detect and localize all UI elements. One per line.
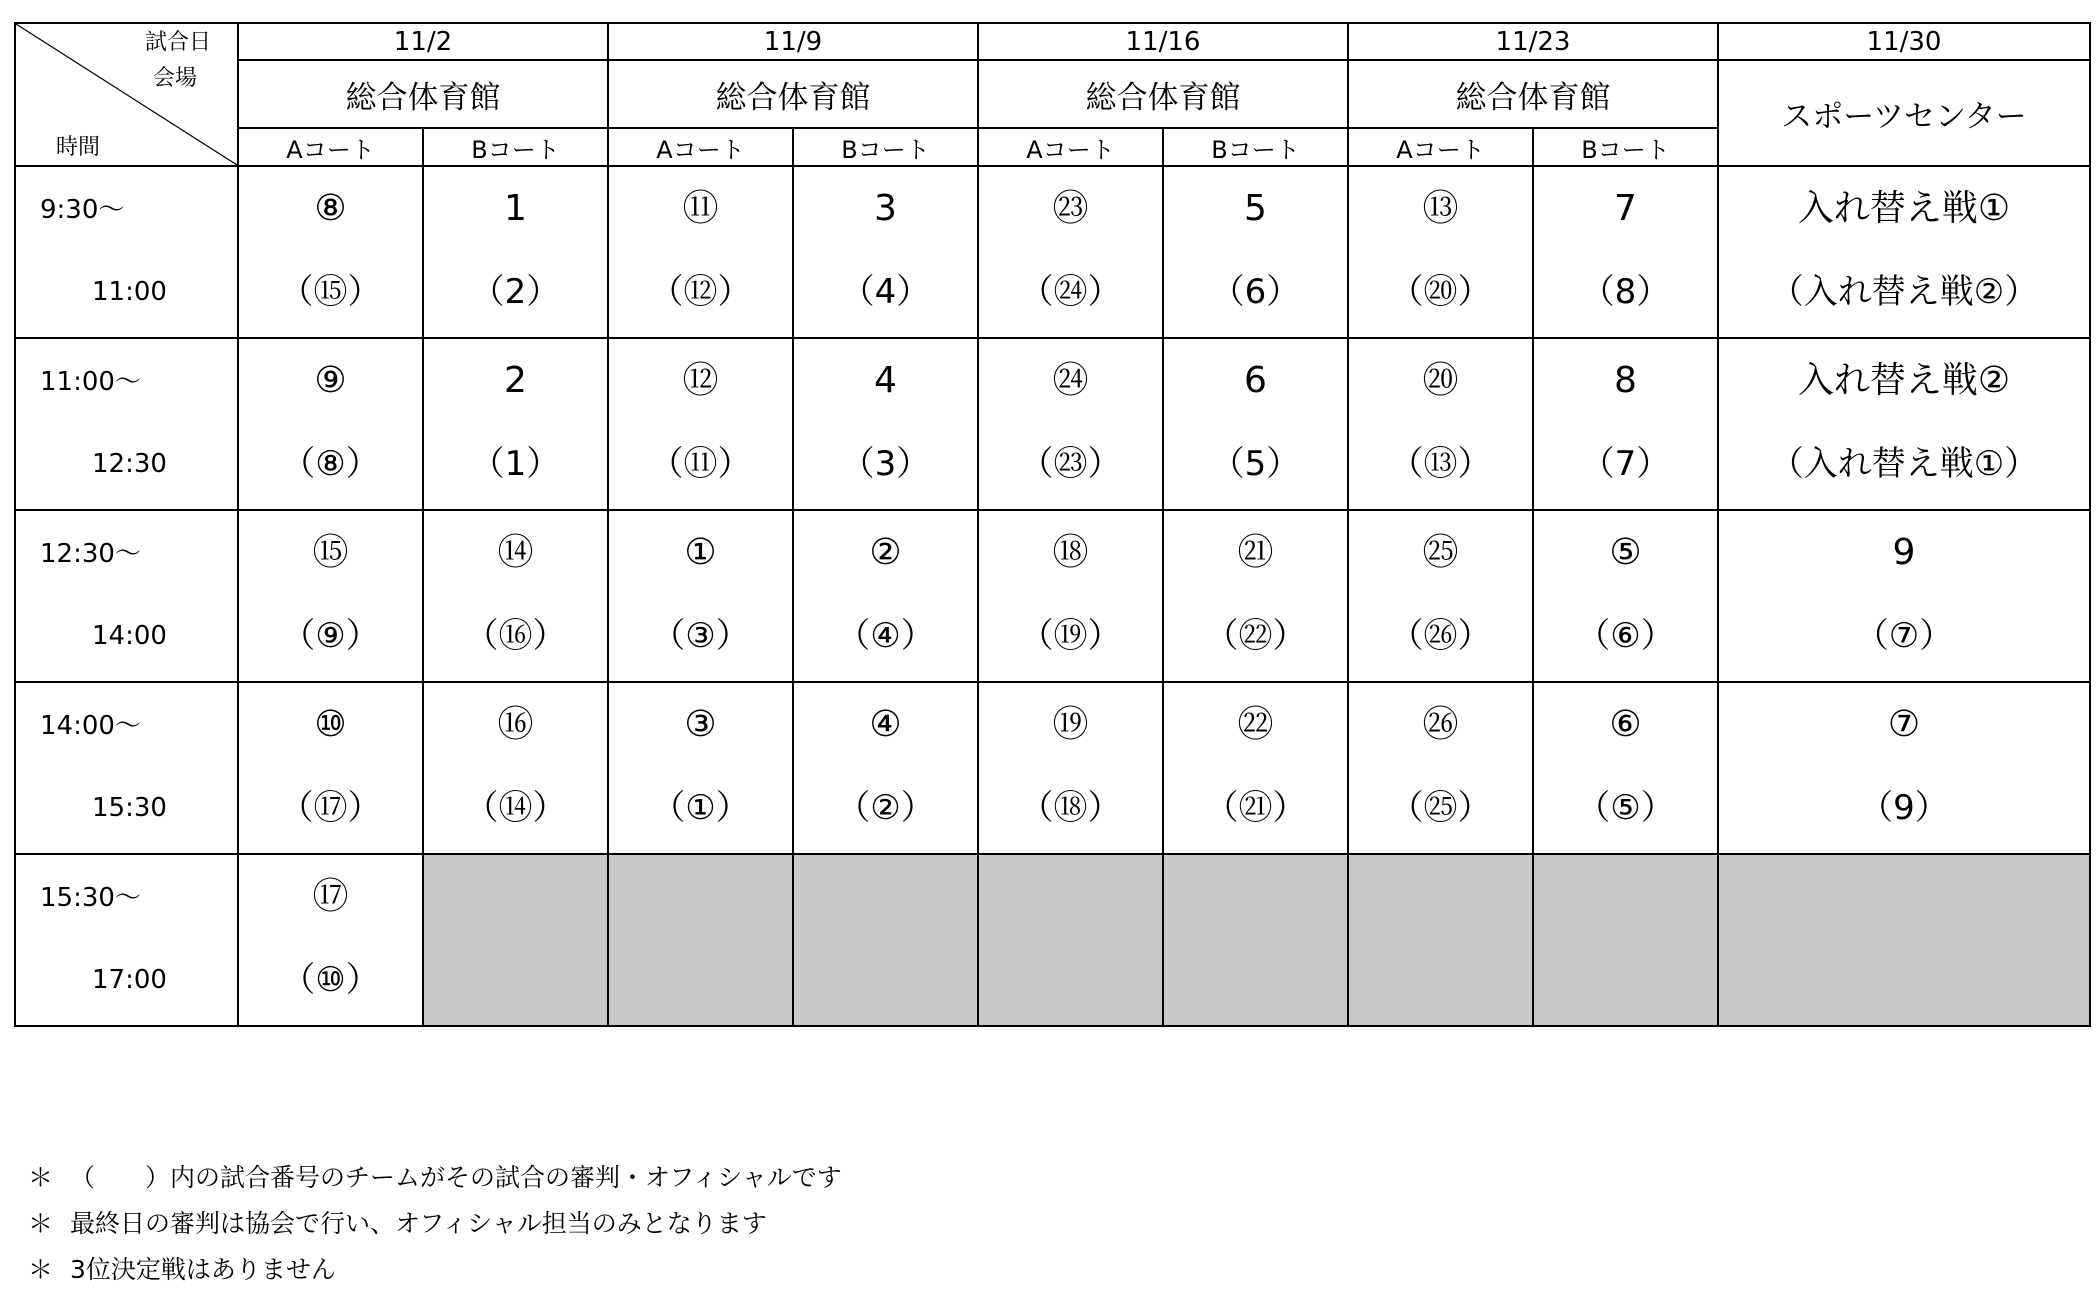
match-number: 4 <box>874 360 897 401</box>
match-cell <box>608 510 793 682</box>
corner-time-label: 時間 <box>56 135 101 160</box>
empty-cell <box>423 854 608 1026</box>
referee-team: （6） <box>1210 272 1301 312</box>
referee-team: （㉒） <box>1204 616 1307 656</box>
date-header: 11/23 <box>1348 23 1718 60</box>
referee-team: （⑬） <box>1389 444 1492 484</box>
match-cell <box>978 682 1163 854</box>
empty-cell <box>1348 854 1533 1026</box>
referee-team: （④） <box>836 616 935 656</box>
time-start: 9:30〜 <box>40 195 125 225</box>
court-header: Aコート <box>978 128 1163 166</box>
match-cell <box>793 166 978 338</box>
asterisk-mark: ＊ <box>28 1163 54 1192</box>
time-end: 12:30 <box>92 449 167 479</box>
match-cell <box>238 854 423 1026</box>
venue-header-row <box>15 60 2090 128</box>
referee-team: （入れ替え戦①） <box>1769 444 2039 484</box>
match-number: ① <box>684 532 717 573</box>
time-cell <box>15 166 238 338</box>
time-start: 11:00〜 <box>40 367 141 397</box>
match-cell <box>423 166 608 338</box>
venue-header: 総合体育館 <box>608 60 978 128</box>
asterisk-mark: ＊ <box>28 1209 54 1238</box>
referee-team: （4） <box>840 272 931 312</box>
match-number: ⑫ <box>682 360 719 401</box>
time-cell <box>15 682 238 854</box>
referee-team: （⑱） <box>1019 788 1122 828</box>
date-header: 11/9 <box>608 23 978 60</box>
venue-header: 総合体育館 <box>978 60 1348 128</box>
time-cell <box>15 854 238 1026</box>
venue-header: 総合体育館 <box>1348 60 1718 128</box>
date-header: 11/2 <box>238 23 608 60</box>
schedule-table <box>14 22 2091 1027</box>
date-header: 11/16 <box>978 23 1348 60</box>
match-cell <box>238 166 423 338</box>
match-cell <box>1348 682 1533 854</box>
referee-team: （⑭） <box>464 788 567 828</box>
match-number: ③ <box>684 704 717 745</box>
referee-team: （⑪） <box>649 444 752 484</box>
time-slot-row <box>15 510 2090 682</box>
referee-team: （㉕） <box>1389 788 1492 828</box>
time-start: 14:00〜 <box>40 711 141 741</box>
match-number: ⑯ <box>497 704 534 745</box>
match-number: ⑮ <box>312 532 349 573</box>
court-header: Aコート <box>238 128 423 166</box>
referee-team: （⑯） <box>464 616 567 656</box>
referee-team: （㉑） <box>1204 788 1307 828</box>
time-slot-row <box>15 166 2090 338</box>
match-number: 7 <box>1614 188 1637 229</box>
match-cell <box>238 338 423 510</box>
time-end: 11:00 <box>92 277 167 307</box>
match-number: ⑬ <box>1422 188 1459 229</box>
match-cell <box>1533 682 1718 854</box>
note-line <box>28 1247 842 1293</box>
court-header: Bコート <box>423 128 608 166</box>
match-number: ⑤ <box>1609 532 1642 573</box>
match-cell <box>978 166 1163 338</box>
corner-header-cell <box>15 23 238 166</box>
match-cell <box>793 510 978 682</box>
match-number: ④ <box>869 704 902 745</box>
match-cell <box>793 682 978 854</box>
referee-team: （⑮） <box>279 272 382 312</box>
empty-cell <box>1163 854 1348 1026</box>
match-cell <box>1163 510 1348 682</box>
match-number: ⑪ <box>682 188 719 229</box>
match-number: 3 <box>874 188 897 229</box>
match-number: ⑲ <box>1052 704 1089 745</box>
note-line <box>28 1155 842 1201</box>
referee-team: （⑲） <box>1019 616 1122 656</box>
match-number: ⑧ <box>314 188 347 229</box>
match-cell <box>238 510 423 682</box>
match-number: ⑳ <box>1422 360 1459 401</box>
referee-team: （①） <box>651 788 750 828</box>
time-end: 15:30 <box>92 793 167 823</box>
match-number: ⑥ <box>1609 704 1642 745</box>
referee-team: （⑥） <box>1576 616 1675 656</box>
match-number: ⑩ <box>314 704 347 745</box>
match-cell <box>1163 682 1348 854</box>
referee-team: （㉔） <box>1019 272 1122 312</box>
time-slot-row <box>15 682 2090 854</box>
referee-team: （3） <box>840 444 931 484</box>
match-number: ⑰ <box>312 876 349 917</box>
referee-team: （入れ替え戦②） <box>1769 272 2039 312</box>
match-cell <box>423 338 608 510</box>
match-number: ⑦ <box>1887 704 1921 745</box>
court-header: Aコート <box>608 128 793 166</box>
referee-team: （⑨） <box>281 616 380 656</box>
match-cell <box>238 682 423 854</box>
empty-cell <box>1718 854 2090 1026</box>
match-cell <box>793 338 978 510</box>
match-number: 入れ替え戦② <box>1797 360 2011 401</box>
time-slot-row <box>15 338 2090 510</box>
referee-team: （8） <box>1580 272 1671 312</box>
match-cell <box>978 510 1163 682</box>
match-number: ㉖ <box>1422 704 1459 745</box>
note-text: 3位決定戦はありません <box>70 1255 336 1284</box>
match-number: 1 <box>504 188 527 229</box>
note-text: （ ）内の試合番号のチームがその試合の審判・オフィシャルです <box>70 1163 842 1192</box>
time-slot-row <box>15 854 2090 1026</box>
match-number: 2 <box>504 360 527 401</box>
date-header: 11/30 <box>1718 23 2090 60</box>
match-cell <box>1718 510 2090 682</box>
time-cell <box>15 510 238 682</box>
match-number: ㉒ <box>1237 704 1274 745</box>
match-number: ⑨ <box>314 360 347 401</box>
time-start: 15:30〜 <box>40 883 141 913</box>
match-cell <box>1718 682 2090 854</box>
match-number: 6 <box>1244 360 1267 401</box>
match-number: ② <box>869 532 902 573</box>
match-cell <box>1348 510 1533 682</box>
referee-team: （②） <box>836 788 935 828</box>
time-start: 12:30〜 <box>40 539 141 569</box>
empty-cell <box>793 854 978 1026</box>
empty-cell <box>608 854 793 1026</box>
empty-cell <box>1533 854 1718 1026</box>
match-cell <box>1533 510 1718 682</box>
match-cell <box>1163 166 1348 338</box>
referee-team: （㉓） <box>1019 444 1122 484</box>
match-cell <box>1163 338 1348 510</box>
match-number: ㉓ <box>1052 188 1089 229</box>
referee-team: （7） <box>1580 444 1671 484</box>
match-cell <box>423 510 608 682</box>
match-cell <box>608 338 793 510</box>
match-number: 9 <box>1892 532 1916 573</box>
court-header: Bコート <box>1533 128 1718 166</box>
venue-header: スポーツセンター <box>1718 60 2090 166</box>
match-cell <box>978 338 1163 510</box>
empty-cell <box>978 854 1163 1026</box>
note-text: 最終日の審判は協会で行い、オフィシャル担当のみとなります <box>70 1209 767 1238</box>
referee-team: （1） <box>470 444 561 484</box>
match-cell <box>1533 166 1718 338</box>
match-number: 8 <box>1614 360 1637 401</box>
venue-header: 総合体育館 <box>238 60 608 128</box>
referee-team: （⑧） <box>281 444 380 484</box>
match-cell <box>423 682 608 854</box>
date-header-row <box>15 23 2090 60</box>
match-number: 5 <box>1244 188 1267 229</box>
match-cell <box>1348 338 1533 510</box>
match-number: ⑭ <box>497 532 534 573</box>
referee-team: （③） <box>651 616 750 656</box>
court-header: Bコート <box>1163 128 1348 166</box>
time-cell <box>15 338 238 510</box>
referee-team: （㉖） <box>1389 616 1492 656</box>
corner-venue-label: 会場 <box>152 66 197 91</box>
time-end: 14:00 <box>92 621 167 651</box>
note-line <box>28 1201 842 1247</box>
match-number: ㉕ <box>1422 532 1459 573</box>
match-cell <box>608 682 793 854</box>
match-number: 入れ替え戦① <box>1797 188 2011 229</box>
corner-date-label: 試合日 <box>144 30 211 55</box>
referee-team: （⑤） <box>1576 788 1675 828</box>
match-cell <box>1533 338 1718 510</box>
referee-team: （⑫） <box>649 272 752 312</box>
referee-team: （2） <box>470 272 561 312</box>
match-cell <box>1348 166 1533 338</box>
referee-team: （9） <box>1859 788 1949 828</box>
referee-team: （⑳） <box>1389 272 1492 312</box>
match-number: ㉑ <box>1237 532 1274 573</box>
asterisk-mark: ＊ <box>28 1255 54 1284</box>
match-cell <box>1718 166 2090 338</box>
court-header: Aコート <box>1348 128 1533 166</box>
referee-team: （⑰） <box>279 788 382 828</box>
referee-team: （⑦） <box>1854 616 1954 656</box>
match-number: ⑱ <box>1052 532 1089 573</box>
match-cell <box>608 166 793 338</box>
referee-team: （⑩） <box>281 960 380 1000</box>
notes-section <box>28 1155 842 1293</box>
match-number: ㉔ <box>1052 360 1089 401</box>
court-header: Bコート <box>793 128 978 166</box>
match-cell <box>1718 338 2090 510</box>
referee-team: （5） <box>1210 444 1301 484</box>
time-end: 17:00 <box>92 965 167 995</box>
